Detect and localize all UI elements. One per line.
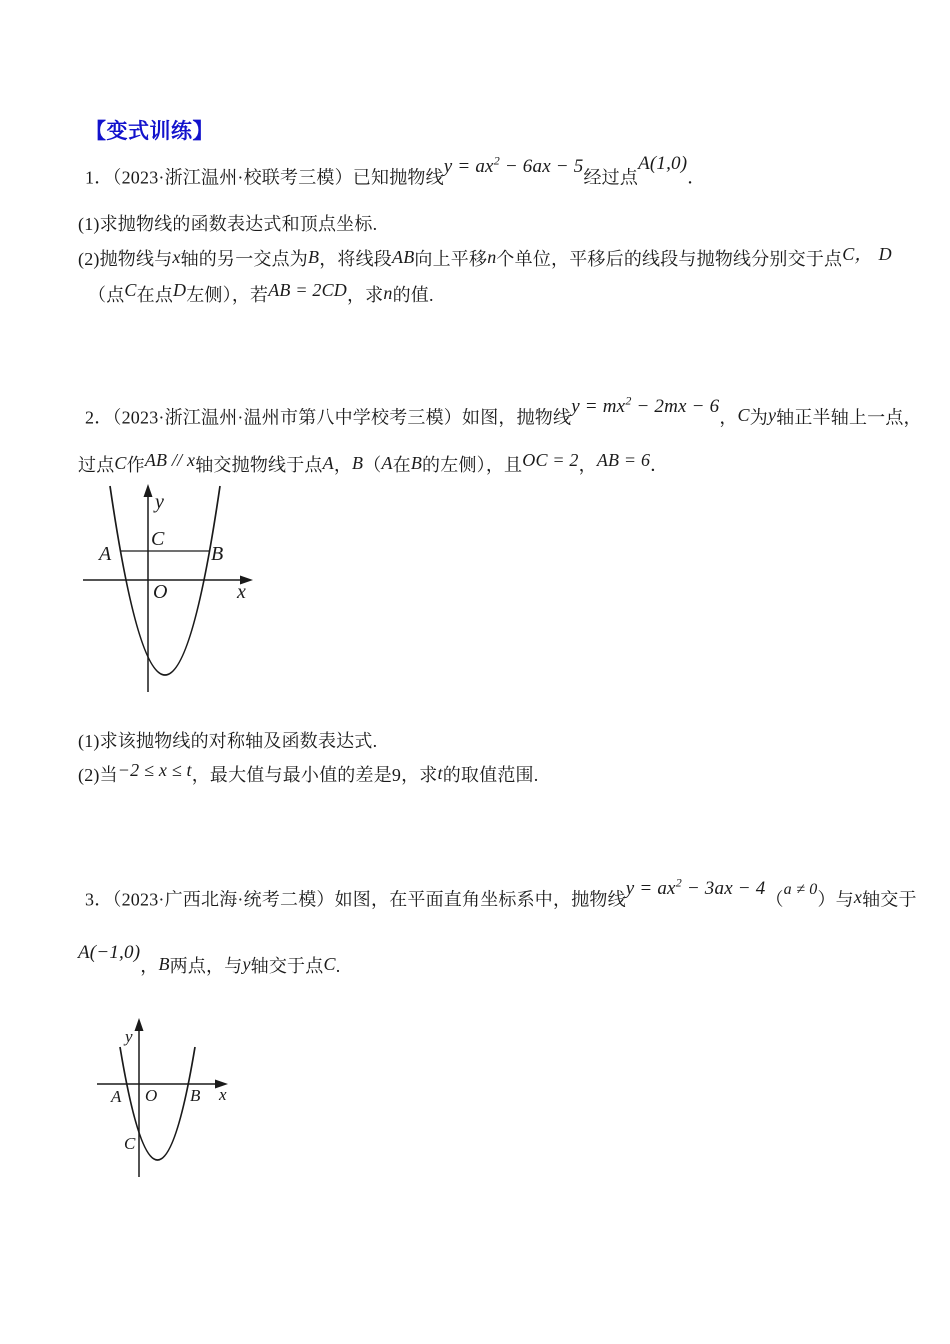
text: 轴交于点 [250,956,324,976]
text: 轴的另一交点为 [180,249,308,269]
label-B: B [211,543,224,565]
text: (2)抛物线与 [78,249,173,269]
math-x: x [172,247,181,267]
label-A: A [99,543,112,565]
text: . [335,956,341,976]
problem1-lead: 已知抛物线 [352,167,444,188]
y-axis-arrow-icon [135,1018,144,1031]
y-axis-arrow-icon [144,484,153,497]
math-OC-2: OC = 2 [522,450,579,470]
problem3-condition [78,942,341,981]
text: ， [578,455,597,475]
point-A-neg1-0: A(−1,0) [78,942,141,963]
text: ，将线段 [319,249,393,269]
problem3-number: 3． [85,889,113,910]
figure-parabola-q3 [80,1005,250,1190]
math-B: B [352,453,364,473]
section-header: 【变式训练】 [85,120,214,143]
text: 个单位，平移后的线段与抛物线分别交于点 [496,249,843,269]
problem2-number: 2． [85,407,113,428]
text: 作 [126,455,145,475]
text: 在 [392,455,411,475]
problem1-source: （2023·浙江温州·校联考三模） [112,167,353,188]
text: ， [140,956,159,976]
problem1-intro [85,153,706,192]
text: ）与 [817,889,854,910]
math-t: t [437,763,443,783]
label-y: y [155,491,164,513]
math-C: C [124,280,137,300]
text: （ [363,455,382,475]
math-C: C [737,405,750,426]
figure-parabola-q2 [75,480,275,702]
text: 向上平移 [414,249,488,269]
problem2-source: （2023·浙江温州·温州市第八中学校考三模） [112,407,462,428]
math-a-not-zero: a ≠ 0 [783,881,818,899]
text: 左侧），若 [186,285,269,305]
formula-parabola-q2: $y = mx^2 - 2mx - 6$ [571,394,720,418]
math-y: y [767,405,777,426]
math-B: B [158,954,170,974]
text: 的左侧），且 [422,455,523,475]
text: （点 [88,285,125,305]
point-A-1-0: A(1,0) [638,153,688,175]
text: 两点，与 [169,956,243,976]
problem1-mid: 经过点 [583,167,639,188]
text: ， [719,407,738,428]
formula-parabola-q1: $y = ax^2 - 6ax - 5$ [443,154,584,178]
label-C: C [124,1134,136,1153]
text: 轴交抛物线于点 [195,455,323,475]
text: 的取值范围. [442,765,539,785]
math-C: C， [842,244,873,264]
text: 在点 [136,285,174,305]
problem1-period: ． [687,167,706,188]
text: 为 [749,407,768,428]
label-x: x [219,1085,227,1104]
text: ，最大值与最小值的差是9，求 [191,765,438,785]
math-C: C [114,453,127,473]
math-B: B [308,247,320,267]
math-A: A [322,453,334,473]
problem3-intro [85,876,917,915]
text: 轴交于 [862,889,917,910]
problem2-sub1: (1)求该抛物线的对称轴及函数表达式. [78,731,378,751]
problem2-sub2 [78,761,538,789]
math-AB-parallel-x: AB // x [144,450,196,470]
problem1-number: 1． [85,167,113,188]
math-n: n [487,247,497,267]
problem1-sub2 [78,245,892,273]
math-B: B [410,453,423,473]
math-y: y [242,954,251,974]
text: （ [765,889,784,910]
label-x: x [237,581,246,603]
math-AB-2CD: AB = 2CD [268,280,347,300]
label-y: y [125,1027,133,1046]
problem1-sub3 [88,281,434,309]
text: ． [650,455,669,475]
math-interval: −2 ≤ x ≤ t [117,760,192,780]
math-AB-6: AB = 6 [596,450,651,470]
math-D: D [173,280,187,300]
text: 的值. [392,285,434,305]
problem3-lead: 如图，在平面直角坐标系中，抛物线 [334,889,626,910]
label-O: O [145,1086,158,1105]
formula-parabola-q3: $y = ax^2 - 3ax - 4$ [625,876,766,900]
problem2-lead: 如图，抛物线 [462,407,572,428]
label-A: A [111,1087,122,1106]
label-B: B [190,1086,201,1105]
math-C: C [323,954,336,974]
text: 过点 [78,455,115,475]
label-C: C [151,528,165,550]
math-D: D [878,244,892,264]
problem2-condition [78,451,668,479]
label-O: O [153,581,168,603]
math-AB: AB [392,247,415,267]
text: ， [333,455,353,475]
text: 轴正半轴上一点， [776,407,922,428]
math-n: n [383,283,393,303]
problem1-sub1: (1)求抛物线的函数表达式和顶点坐标. [78,214,378,234]
text: ，求 [346,285,384,305]
math-A: A [381,453,393,473]
problem2-intro [85,394,922,432]
math-x: x [853,887,863,908]
problem3-source: （2023·广西北海·统考二模） [112,889,335,910]
text: (2)当 [78,765,118,785]
